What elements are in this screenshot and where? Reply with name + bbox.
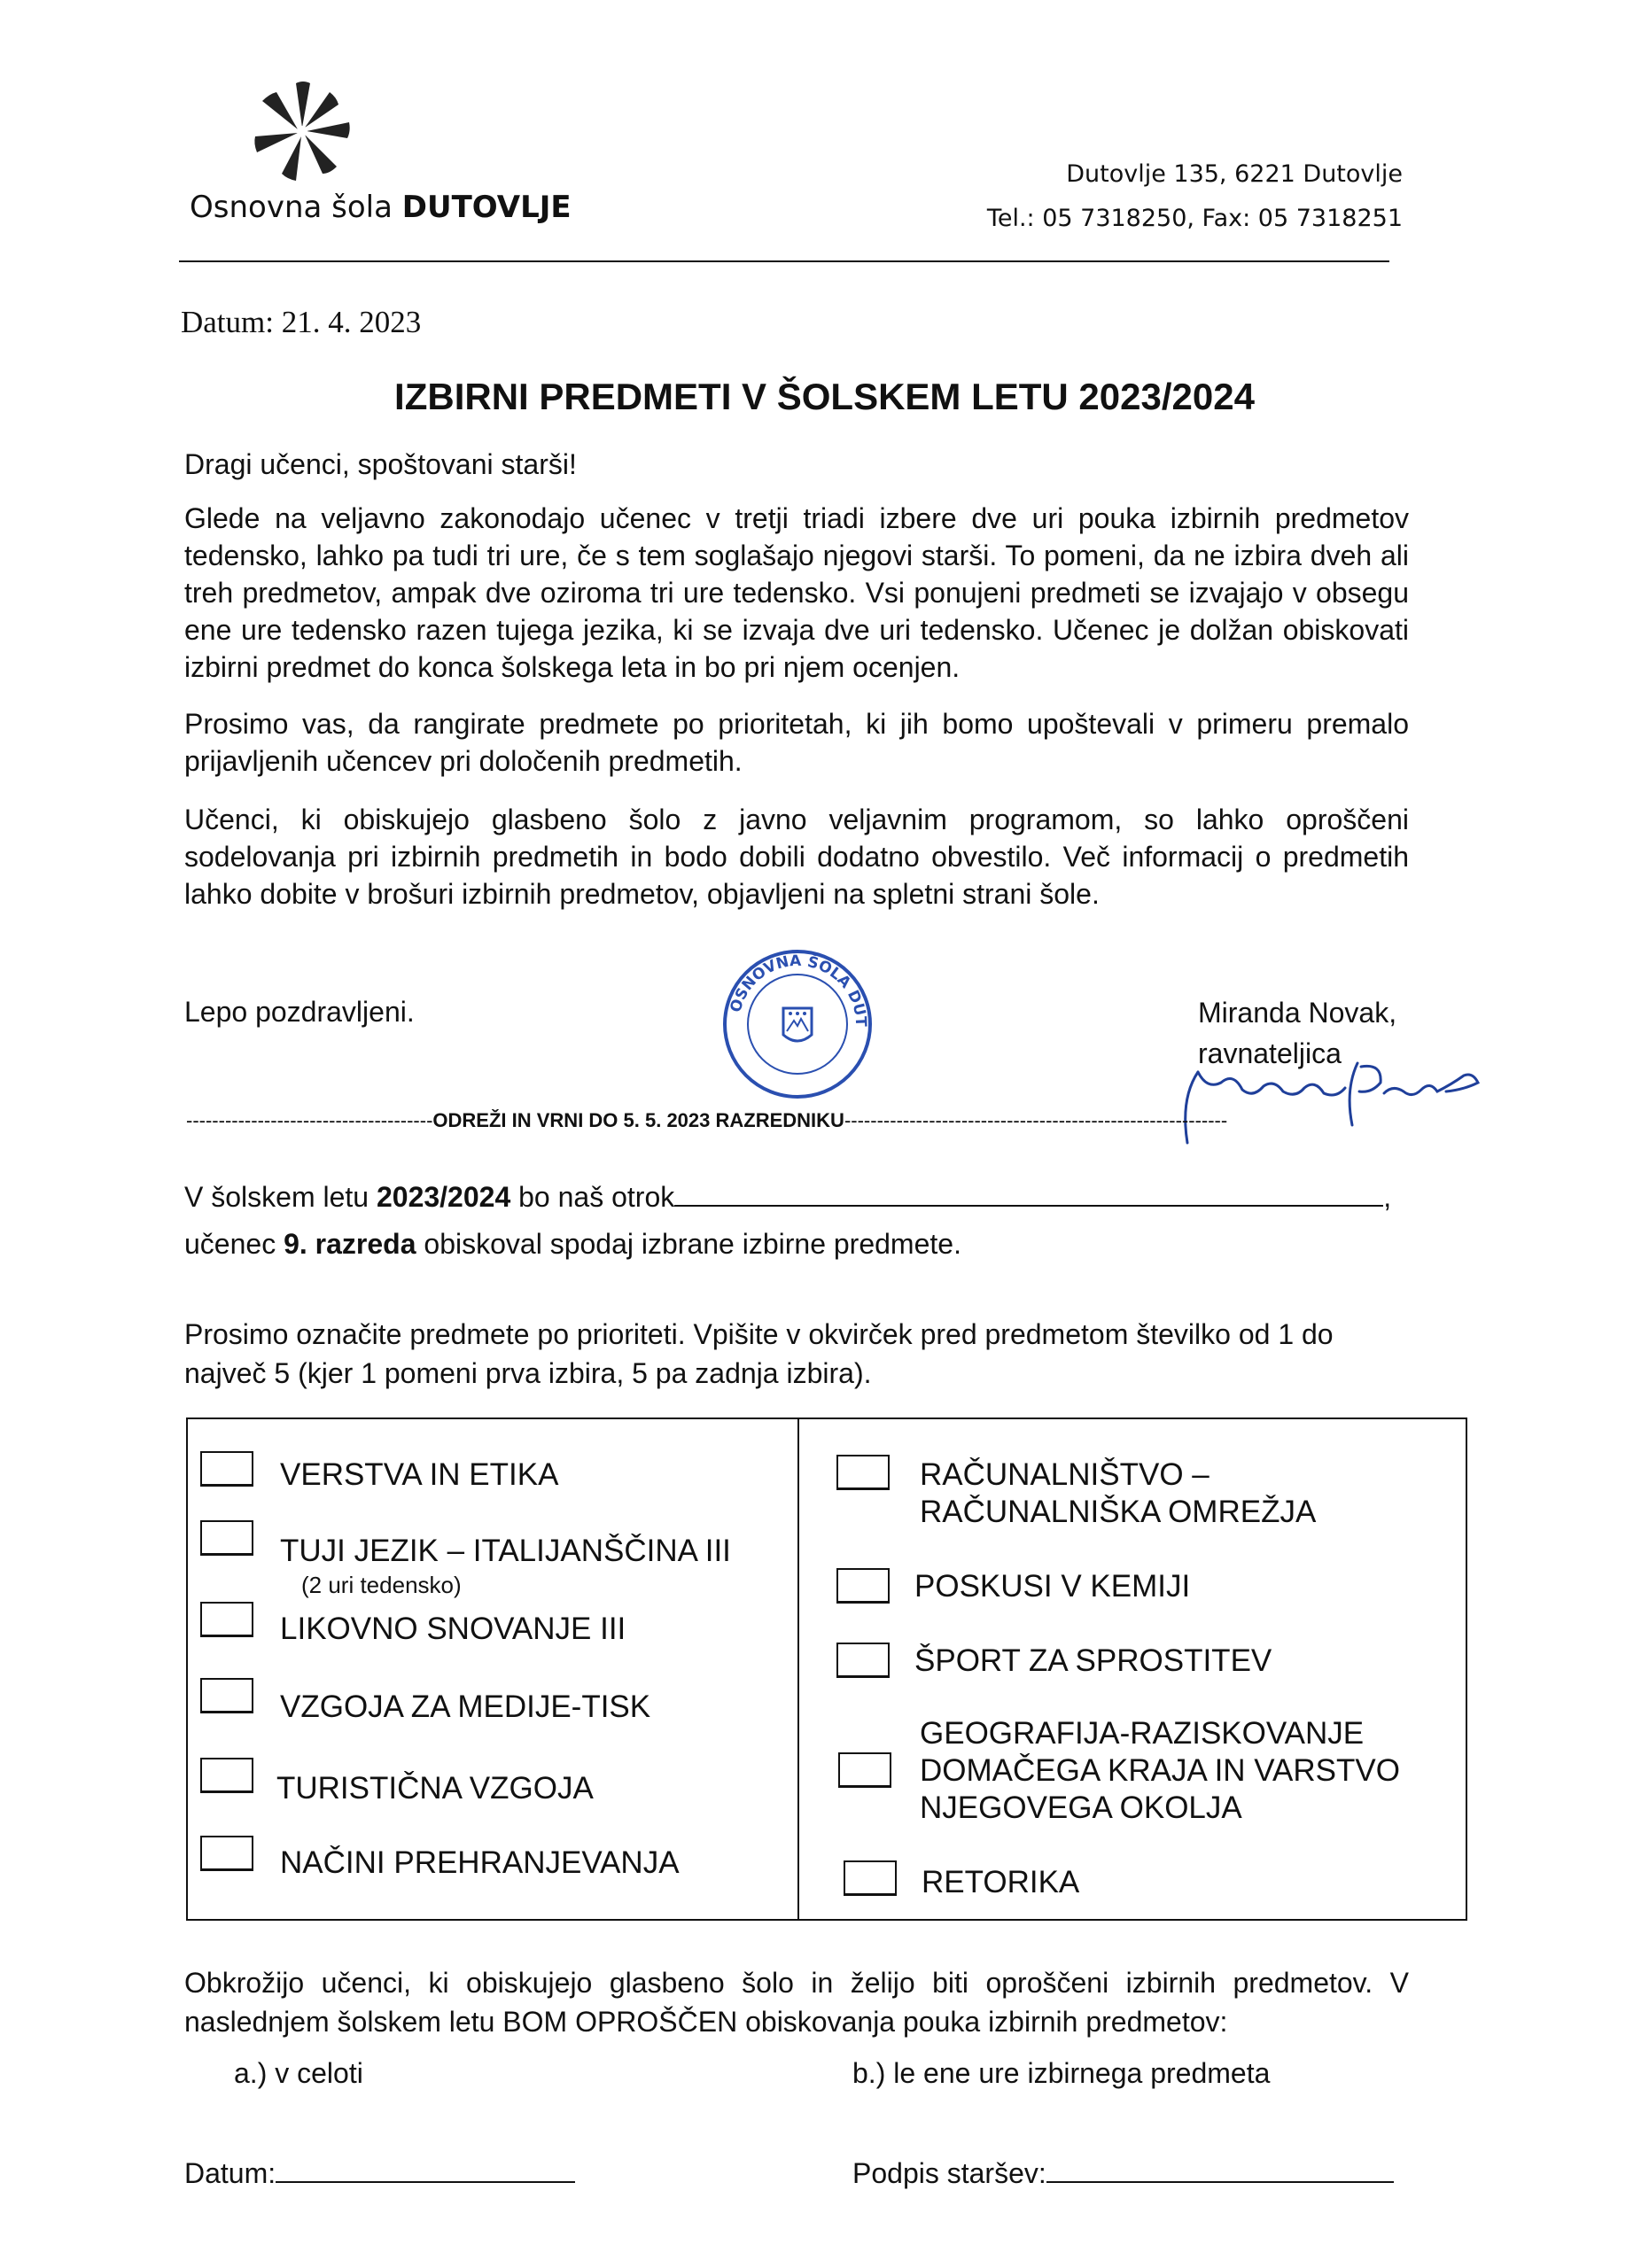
rank-box-kemija[interactable] xyxy=(836,1568,890,1604)
cut-line xyxy=(186,1109,1404,1132)
subject-verstva: VERSTVA IN ETIKA xyxy=(280,1457,559,1492)
parent-signature-line: Podpis staršev: xyxy=(852,2156,1394,2190)
rank-box-turisticna[interactable] xyxy=(200,1758,253,1793)
form-line-grade: učenec 9. razreda obiskoval spodaj izbrane izbirne predmete. xyxy=(184,1228,961,1260)
rank-box-mediji[interactable] xyxy=(200,1678,253,1713)
ranking-instructions: Prosimo označite predmete po prioriteti. Vpišite v okvirček pred predmetom številko od 1 do največ 5 (kjer 1 pomeni prva izbira, 5 pa zadnja izbira). xyxy=(184,1318,1334,1389)
subjects-table xyxy=(186,1418,1467,1921)
rank-box-verstva[interactable] xyxy=(200,1451,253,1487)
rank-box-likovno[interactable] xyxy=(200,1602,253,1637)
greeting: Dragi učenci, spoštovani starši! xyxy=(184,448,577,480)
header-divider xyxy=(179,260,1389,262)
subject-italijanscina-note: (2 uri tedensko) xyxy=(301,1572,462,1598)
rank-box-sport[interactable] xyxy=(836,1643,890,1678)
school-name: Osnovna šola DUTOVLJE xyxy=(190,190,572,225)
rank-box-prehranjevanje[interactable] xyxy=(200,1836,253,1871)
date-signature-line: Datum: xyxy=(184,2156,575,2190)
handwritten-signature xyxy=(1171,1037,1490,1152)
subject-retorika: RETORIKA xyxy=(922,1865,1080,1899)
school-address xyxy=(987,152,1403,241)
subject-racunalnistvo: RAČUNALNIŠTVO – RAČUNALNIŠKA OMREŽJA xyxy=(920,1457,1317,1529)
paragraph-2: Prosimo vas, da rangirate predmete po prioritetah, ki jih bomo upoštevali v primeru premalo prijavljenih učencev pri določenih predmetih. xyxy=(184,708,1409,777)
school-seal-stamp xyxy=(719,946,875,1102)
phone-fax-line: Tel.: 05 7318250, Fax: 05 7318251 xyxy=(986,205,1403,232)
subject-kemija: POSKUSI V KEMIJI xyxy=(914,1569,1191,1604)
rank-box-retorika[interactable] xyxy=(844,1860,897,1896)
subject-geografija: GEOGRAFIJA-RAZISKOVANJE DOMAČEGA KRAJA IN VARSTVO NJEGOVEGA OKOLJA xyxy=(920,1716,1400,1825)
document-date: Datum: 21. 4. 2023 xyxy=(181,305,422,339)
cut-dashes-left: -------------------------------------- xyxy=(186,1109,433,1131)
cut-dashes-right: ----------------------------------------------------------- xyxy=(844,1109,1228,1131)
parent-signature-field[interactable] xyxy=(1046,2156,1394,2183)
closing-regards: Lepo pozdravljeni. xyxy=(184,996,415,1028)
rank-box-geografija[interactable] xyxy=(838,1752,891,1788)
subject-likovno: LIKOVNO SNOVANJE III xyxy=(280,1612,626,1646)
subject-italijanscina: TUJI JEZIK – ITALIJANŠČINA III xyxy=(280,1534,731,1568)
paragraph-3: Učenci, ki obiskujejo glasbeno šolo z javno veljavnim programom, so lahko oproščeni sodelovanja pri izbirnih predmetih in bodo dobili dodatno obvestilo. Več informacij o predmetih lahko dobite v brošuri izbirnih predmetov, objavljeni na spletni strani šole. xyxy=(184,804,1409,910)
subject-prehranjevanje: NAČINI PREHRANJEVANJA xyxy=(280,1845,680,1880)
exemption-note: Obkrožijo učenci, ki obiskujejo glasbeno šolo in želijo biti oproščeni izbirnih predmetov. V naslednjem šolskem letu BOM OPROŠČEN obiskovanja pouka izbirnih predmetov: xyxy=(184,1967,1409,2038)
seal-text: OSNOVNA ŠOLA DUT xyxy=(727,951,870,1028)
signer-name: Miranda Novak, xyxy=(1198,997,1397,1029)
cut-line-label: ODREŽI IN VRNI DO 5. 5. 2023 RAZREDNIKU xyxy=(432,1109,844,1131)
option-a[interactable]: a.) v celoti xyxy=(234,2057,363,2089)
rank-box-racunalnistvo[interactable] xyxy=(836,1455,890,1490)
subject-sport: ŠPORT ZA SPROSTITEV xyxy=(914,1643,1272,1678)
child-name-field[interactable] xyxy=(674,1180,1383,1207)
subject-mediji: VZGOJA ZA MEDIJE-TISK xyxy=(280,1689,651,1724)
table-divider xyxy=(797,1419,799,1919)
date-field[interactable] xyxy=(276,2156,575,2183)
form-line-child: V šolskem letu 2023/2024 bo naš otrok , xyxy=(184,1181,1392,1213)
subject-turisticna: TURISTIČNA VZGOJA xyxy=(276,1771,594,1806)
page-title: IZBIRNI PREDMETI V ŠOLSKEM LETU 2023/2024 xyxy=(394,376,1255,417)
rank-box-italijanscina[interactable] xyxy=(200,1520,253,1556)
address-line: Dutovlje 135, 6221 Dutovlje xyxy=(1066,160,1403,188)
school-logo-icon xyxy=(245,74,360,190)
paragraph-1: Glede na veljavno zakonodajo učenec v tretji triadi izbere dve uri pouka izbirnih predmetov tedensko, lahko pa tudi tri ure, če s tem soglašajo njegovi starši. To pomeni, da ne izbira dveh ali treh predmetov, ampak dve oziroma tri ure tedensko. Vsi ponujeni predmeti se izvajajo v obsegu ene ure tedensko razen tujega jezika, ki se izvaja dve uri tedensko. Učenec je dolžan obiskovati izbirni predmet do konca šolskega leta in bo pri njem ocenjen. xyxy=(184,502,1409,683)
option-b[interactable]: b.) le ene ure izbirnega predmeta xyxy=(852,2057,1271,2089)
signer-role: ravnateljica xyxy=(1198,1037,1342,1069)
